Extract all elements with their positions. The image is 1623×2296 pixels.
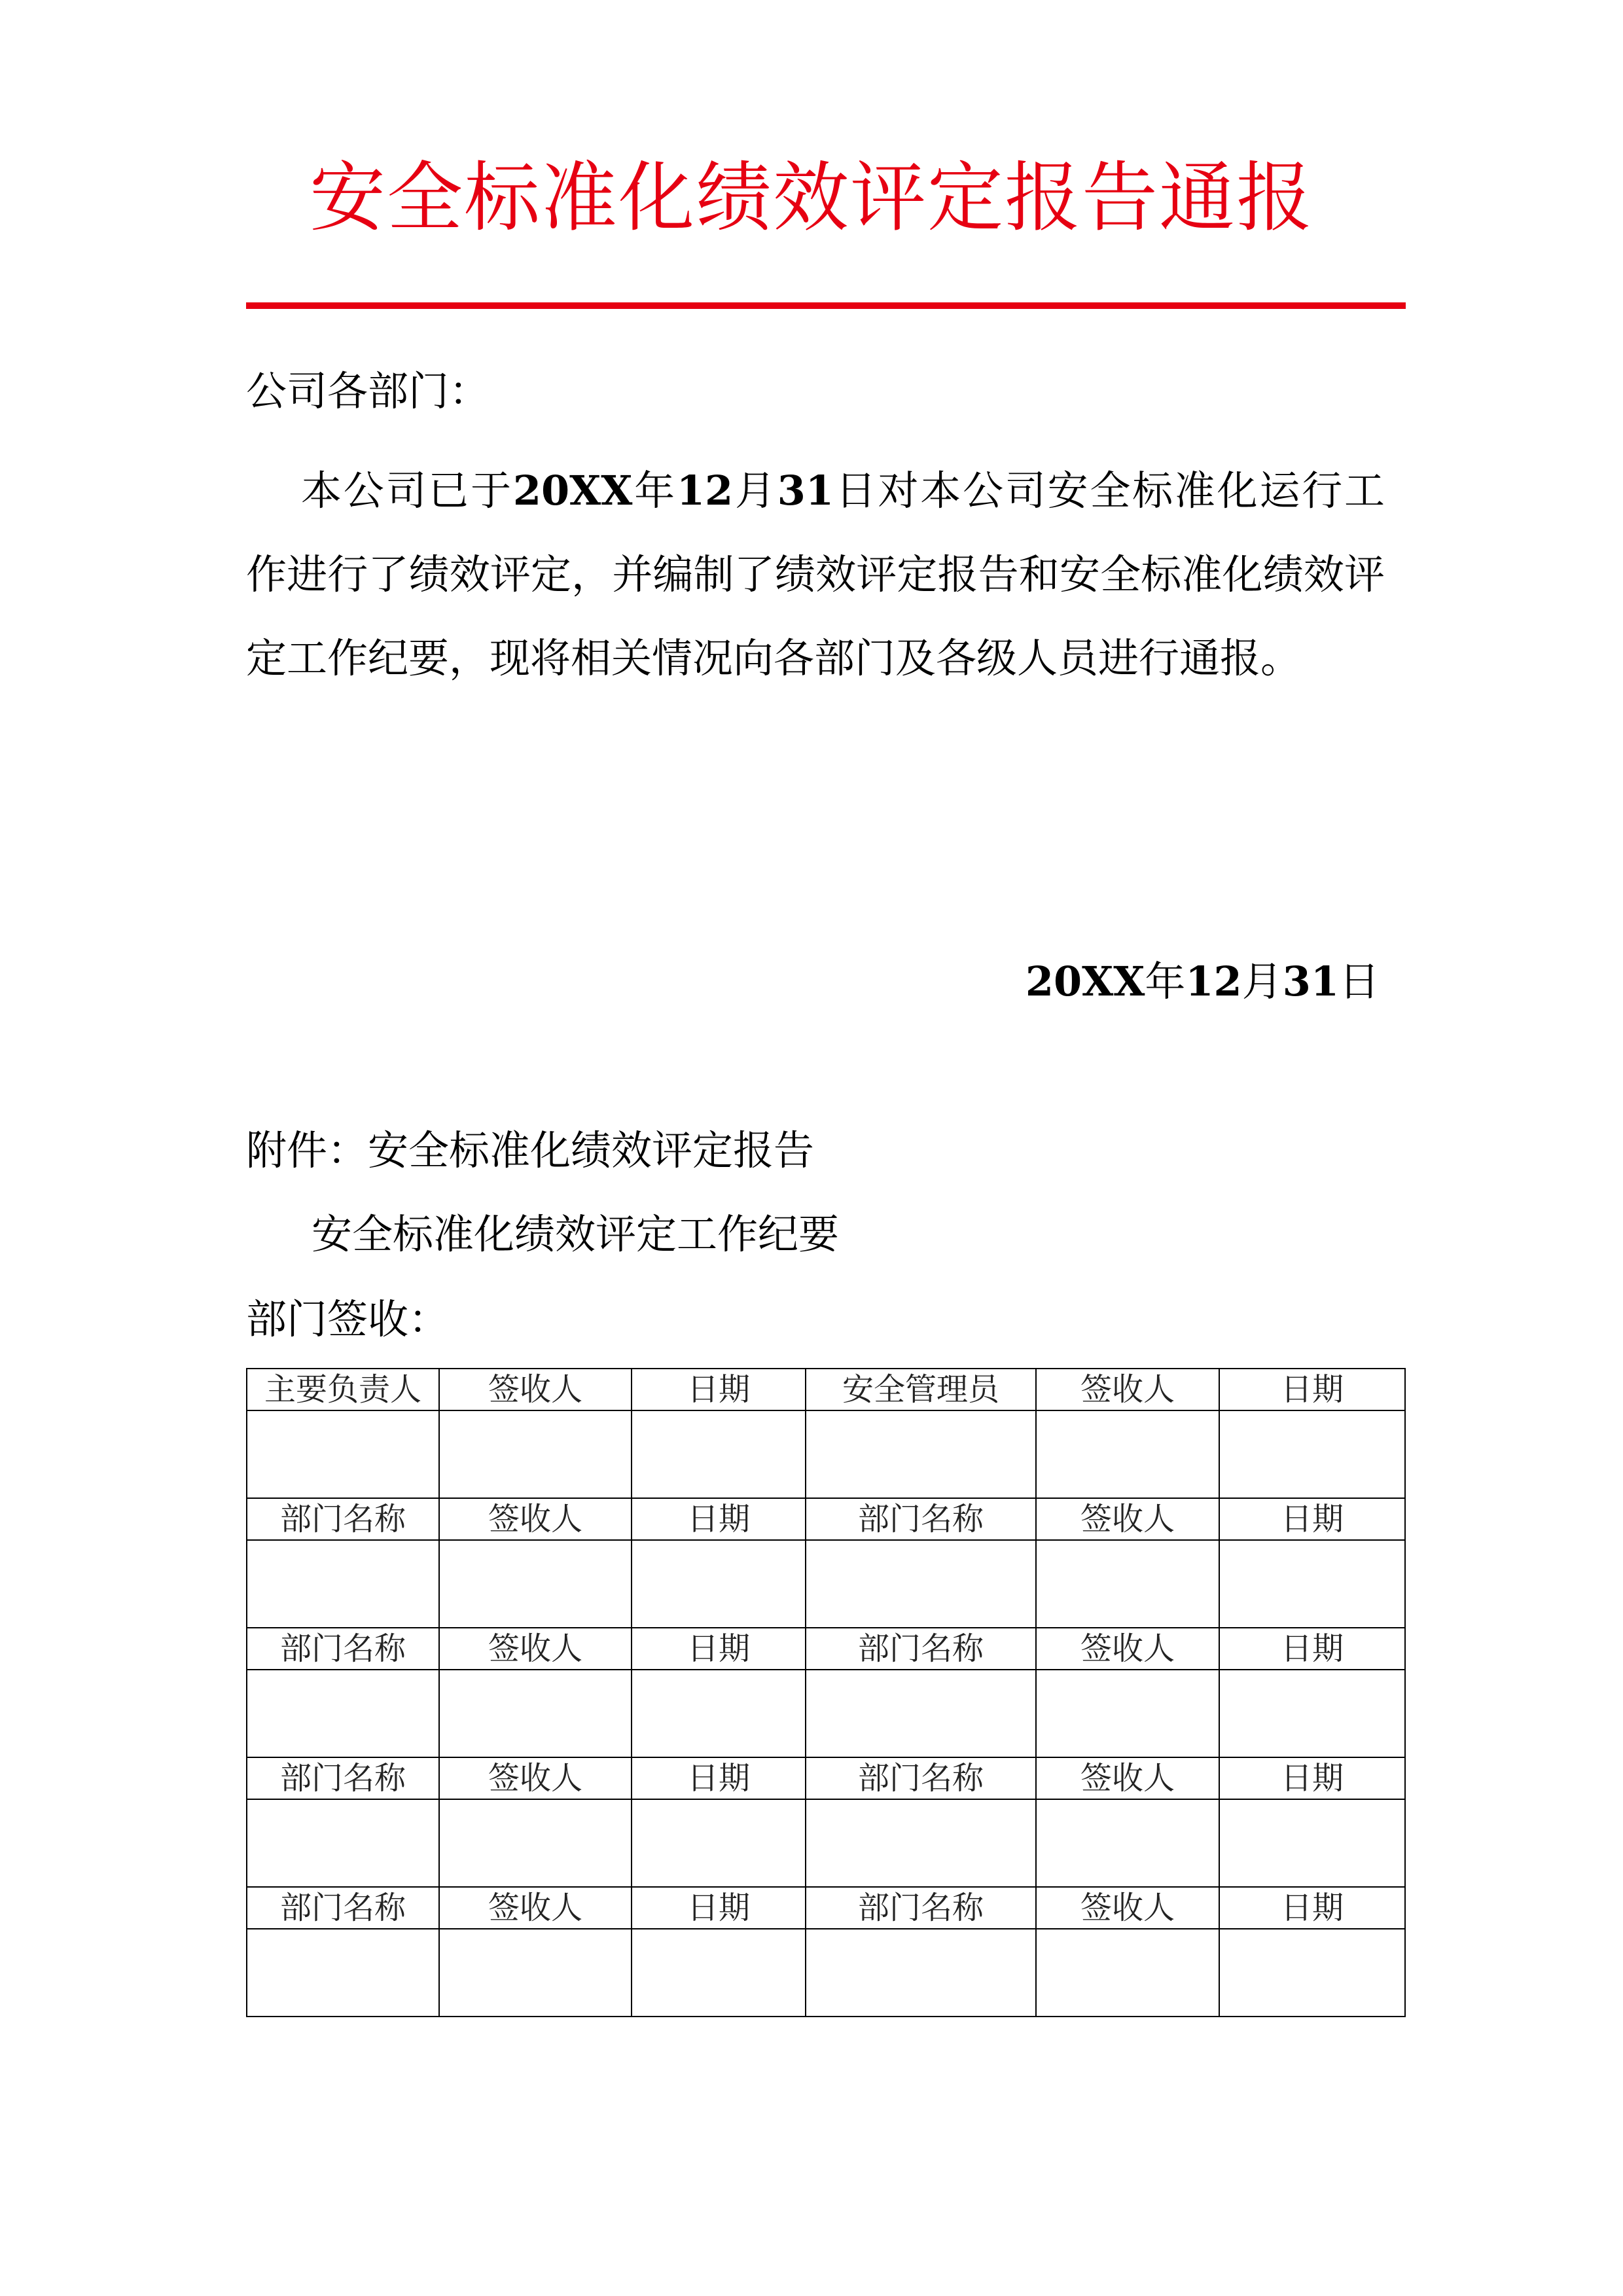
sign-table-header-cell: 日期 bbox=[1219, 1628, 1405, 1670]
sign-table-entry-cell[interactable] bbox=[247, 1410, 439, 1498]
sign-table-entry-cell[interactable] bbox=[806, 1410, 1036, 1498]
sign-table-entry-cell[interactable] bbox=[439, 1410, 632, 1498]
sign-table-header-cell: 签收人 bbox=[439, 1369, 632, 1410]
attachment-item-1: 安全标准化绩效评定报告 bbox=[368, 1126, 815, 1174]
sign-table-header-cell: 部门名称 bbox=[247, 1757, 439, 1799]
body-paragraph bbox=[246, 449, 1385, 700]
body-text-3: 月 bbox=[733, 467, 777, 514]
sign-table-header-cell: 签收人 bbox=[1036, 1887, 1219, 1929]
sign-table-entry-cell[interactable] bbox=[247, 1929, 439, 2017]
date-day-unit: 日 bbox=[1338, 958, 1380, 1005]
sign-receipt-table bbox=[246, 1368, 1406, 2017]
sign-table-entry-cell[interactable] bbox=[247, 1799, 439, 1887]
sign-table-entry-cell[interactable] bbox=[1036, 1410, 1219, 1498]
sign-table-header-cell: 部门名称 bbox=[247, 1628, 439, 1670]
sign-table-header-cell: 签收人 bbox=[1036, 1498, 1219, 1540]
sign-table-entry-cell[interactable] bbox=[1036, 1929, 1219, 2017]
sign-table-header-cell: 日期 bbox=[1219, 1369, 1405, 1410]
sign-table-header-cell: 安全管理员 bbox=[806, 1369, 1036, 1410]
sign-table-entry-cell[interactable] bbox=[632, 1410, 806, 1498]
attachment-label: 附件： bbox=[246, 1126, 368, 1174]
sign-table-entry-cell[interactable] bbox=[632, 1670, 806, 1757]
sign-table-entry-cell[interactable] bbox=[247, 1670, 439, 1757]
sign-table-header-cell: 主要负责人 bbox=[247, 1369, 439, 1410]
sign-table-entry-cell[interactable] bbox=[1036, 1670, 1219, 1757]
attachment-line-1 bbox=[246, 1124, 814, 1177]
sign-table-entry-cell[interactable] bbox=[806, 1540, 1036, 1628]
sign-table-header-cell: 日期 bbox=[1219, 1757, 1405, 1799]
sign-table-entry-cell[interactable] bbox=[806, 1929, 1036, 2017]
sign-table-header-cell: 日期 bbox=[1219, 1498, 1405, 1540]
sign-table-entry-cell[interactable] bbox=[632, 1540, 806, 1628]
sign-table-entry-cell[interactable] bbox=[806, 1799, 1036, 1887]
sign-table-header-row bbox=[247, 1498, 1405, 1540]
date-year: 20XX bbox=[1025, 958, 1145, 1005]
sign-table-entry-cell[interactable] bbox=[439, 1540, 632, 1628]
sign-table-header-row bbox=[247, 1757, 1405, 1799]
issue-date bbox=[1026, 956, 1380, 1008]
sign-table-header-cell: 日期 bbox=[632, 1498, 806, 1540]
sign-table-entry-cell[interactable] bbox=[632, 1799, 806, 1887]
sign-table-entry-row bbox=[247, 1540, 1405, 1628]
sign-table-header-cell: 签收人 bbox=[439, 1628, 632, 1670]
body-text-1: 本公司已于 bbox=[301, 467, 513, 514]
body-text-2: 年 bbox=[632, 467, 677, 514]
sign-table-header-cell: 日期 bbox=[632, 1369, 806, 1410]
sign-table-header-cell: 日期 bbox=[632, 1887, 806, 1929]
sign-table-entry-row bbox=[247, 1929, 1405, 2017]
sign-table-header-cell: 部门名称 bbox=[247, 1498, 439, 1540]
sign-table-header-cell: 部门名称 bbox=[806, 1628, 1036, 1670]
body-text-4: 日对本公司安全标准化运行工作进行了绩效评定，并编制了绩效评定报告和安全标准化绩效评定工作纪要，现将相关情况向各部门及各级人员进行通报。 bbox=[246, 467, 1385, 682]
sign-table-entry-cell[interactable] bbox=[247, 1540, 439, 1628]
sign-table-entry-cell[interactable] bbox=[439, 1929, 632, 2017]
sign-table-header-row bbox=[247, 1887, 1405, 1929]
sign-table-header-cell: 日期 bbox=[632, 1628, 806, 1670]
sign-table-entry-cell[interactable] bbox=[439, 1670, 632, 1757]
sign-table-header-cell: 部门名称 bbox=[806, 1887, 1036, 1929]
date-day: 31 bbox=[1282, 958, 1339, 1005]
sign-table-entry-cell[interactable] bbox=[1036, 1540, 1219, 1628]
sign-table-entry-cell[interactable] bbox=[439, 1799, 632, 1887]
sign-table-header-row bbox=[247, 1628, 1405, 1670]
sign-table-entry-cell[interactable] bbox=[1219, 1670, 1405, 1757]
body-month: 12 bbox=[676, 467, 734, 514]
sign-table-entry-cell[interactable] bbox=[1219, 1799, 1405, 1887]
body-year: 20XX bbox=[512, 467, 633, 514]
sign-table-header-cell: 部门名称 bbox=[806, 1757, 1036, 1799]
sign-table-entry-cell[interactable] bbox=[806, 1670, 1036, 1757]
date-month-unit: 月 bbox=[1241, 958, 1283, 1005]
attachment-item-2: 安全标准化绩效评定工作纪要 bbox=[312, 1210, 840, 1258]
sign-table-header-cell: 签收人 bbox=[1036, 1369, 1219, 1410]
sign-table-entry-cell[interactable] bbox=[1036, 1799, 1219, 1887]
sign-table-header-cell: 日期 bbox=[632, 1757, 806, 1799]
sign-table-header-cell: 部门名称 bbox=[806, 1498, 1036, 1540]
date-month: 12 bbox=[1185, 958, 1242, 1005]
sign-table-entry-cell[interactable] bbox=[632, 1929, 806, 2017]
sign-receipt-label: 部门签收： bbox=[246, 1295, 450, 1343]
sign-table-header-row bbox=[247, 1369, 1405, 1410]
sign-table-entry-row bbox=[247, 1670, 1405, 1757]
sign-table-header-cell: 签收人 bbox=[439, 1498, 632, 1540]
sign-table-entry-cell[interactable] bbox=[1219, 1929, 1405, 2017]
document-title: 安全标准化绩效评定报告通报 bbox=[310, 154, 1313, 242]
sign-table-header-cell: 签收人 bbox=[1036, 1628, 1219, 1670]
title-divider bbox=[246, 302, 1406, 309]
sign-table-entry-cell[interactable] bbox=[1219, 1540, 1405, 1628]
body-day: 31 bbox=[777, 467, 834, 514]
salutation: 公司各部门： bbox=[246, 367, 490, 415]
date-year-unit: 年 bbox=[1145, 958, 1186, 1005]
sign-table-header-cell: 部门名称 bbox=[247, 1887, 439, 1929]
sign-table-entry-row bbox=[247, 1799, 1405, 1887]
sign-table-entry-cell[interactable] bbox=[1219, 1410, 1405, 1498]
sign-table-header-cell: 签收人 bbox=[1036, 1757, 1219, 1799]
sign-table-header-cell: 签收人 bbox=[439, 1757, 632, 1799]
sign-table-entry-row bbox=[247, 1410, 1405, 1498]
sign-table-header-cell: 签收人 bbox=[439, 1887, 632, 1929]
sign-table-header-cell: 日期 bbox=[1219, 1887, 1405, 1929]
